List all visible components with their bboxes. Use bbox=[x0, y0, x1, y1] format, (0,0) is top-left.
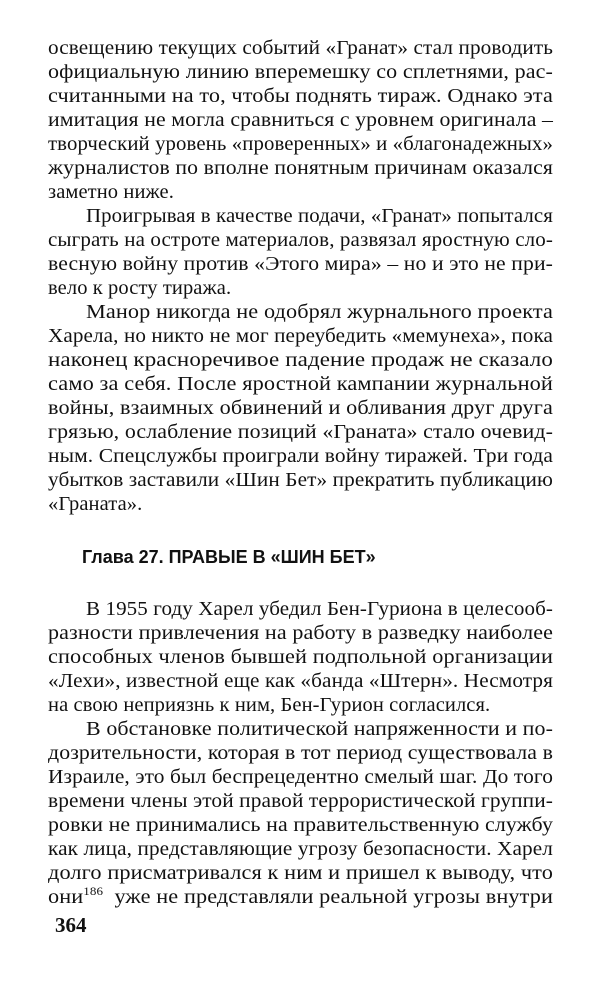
book-page: освещению текущих событий «Гранат» стал проводить официальную линию вперемешку со сплетнями, рас- считанными на то, чтобы поднять тираж. Однако эта имитация не могла сравниться с уровнем оригинала – творческий уровень «проверенных» и «благонадежных» журналистов по вполне понятным причинам оказался заметно ниже. Проигрывая в качестве подачи, «Гранат» попытался сыграть на остроте материалов, развязал яростную сло- весную войну против «Этого мира» – но и это не при- вело к росту тиража. Манор никогда не одобрял журнального проекта Харела, но никто не мог переубедить «мемунеха», пока наконец красноречивое падение продаж не сказало само за себя. После яростной кампании журнальной войны, взаимных обвинений и обливания друг друга грязью, ослабление позиций «Граната» стало очевид- ным. Спецслужбы проиграли войну тиражей. Три года убытков заставили «Шин Бет» прекратить публикацию «Граната». Глава 27. ПРАВЫЕ В «ШИН БЕТ» В 1955 году Харел убедил Бен-Гуриона в целесооб- разности привлечения на работу в разведку наиболее способных членов бывшей подпольной организации «Лехи», известной еще как «банда «Штерн». Несмотря на свою неприязнь к ним, Бен-Гурион согласился. В обстановке политической напряженности и по- дозрительности, которая в тот период существовала в Израиле, это был беспрецедентно смелый шаг. До того времени члены этой правой террористической группи- ровки не принимались на правительственную службу как лица, представляющие угрозу безопасности. Харел долго присматривался к ним и пришел к выводу, что они186 уже не представляли реальной угрозы внутри 364 bbox=[48, 37, 554, 937]
chapter-heading: Глава 27. ПРАВЫЕ В «ШИН БЕТ» bbox=[82, 547, 376, 567]
last-line-end: уже не представляли реальной угрозы внутри bbox=[114, 886, 553, 908]
last-line-start: они bbox=[48, 886, 84, 908]
page-number: 364 bbox=[55, 913, 87, 937]
